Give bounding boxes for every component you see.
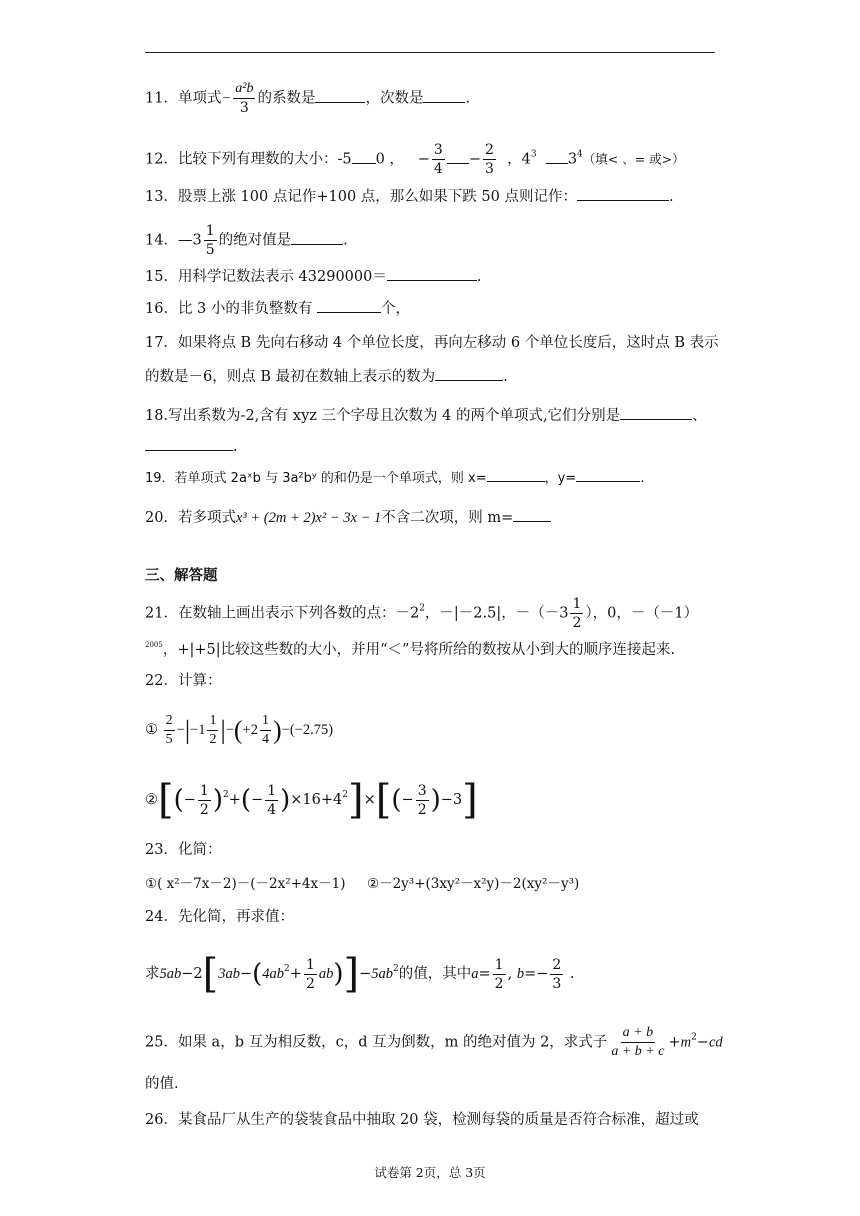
q17-end: . (503, 369, 508, 385)
question-21-line1: 21．在数轴上画出表示下列各数的点：$-2^2$，－|－2.5|，－（－3 $\frac{1}{2}$ ），0，－（－1） (145, 596, 699, 631)
q11-text-mid: 的系数是 (257, 90, 316, 107)
q20-text-a: 20．若多项式 (145, 510, 236, 526)
answer-blank[interactable] (435, 366, 503, 381)
fraction: $\frac{2}{3}$ (484, 142, 494, 177)
fraction: $\frac{3}{4}$ (433, 142, 443, 177)
question-21-line2 (145, 640, 675, 660)
q16-text: 16．比 3 小的非负整数有 (145, 301, 318, 317)
q15-text: 15．用科学记数法表示 43290000＝ (145, 269, 387, 285)
q19-text-b: ，y= (544, 471, 577, 486)
question-17-line1 (145, 333, 719, 353)
fraction: $\frac{1}{2}$ (572, 596, 582, 631)
answer-blank[interactable] (315, 88, 365, 103)
q12-text-b: 0 ， (375, 151, 404, 168)
answer-blank[interactable] (487, 467, 545, 482)
answer-blank[interactable] (352, 149, 376, 164)
q13-end: . (668, 189, 674, 205)
answer-blank[interactable] (620, 405, 692, 420)
q26-line1: 26．某食品厂从生产的袋装食品中抽取 20 袋，检测每袋的质量是否符合标准，超过或 (145, 1112, 699, 1128)
question-13 (145, 186, 674, 207)
q12-text-e: （填< 、= 或>） (582, 151, 685, 167)
q22-marker-2: ② (145, 792, 158, 808)
fraction: $\frac{a + b}{a + b + c}$ (611, 1025, 665, 1059)
answer-blank[interactable] (387, 266, 477, 281)
q21-text-a: 21．在数轴上画出表示下列各数的点：－2 (145, 605, 420, 622)
answer-blank[interactable] (577, 186, 669, 201)
q11-label: 11．单项式 (145, 90, 222, 107)
q12-text-c: ，4 (507, 151, 531, 168)
answer-blank[interactable] (317, 298, 381, 313)
q19-text-a: 19．若单项式 2aˣb 与 3a²bʸ 的和仍是一个单项式，则 x= (145, 471, 487, 486)
q25-line1: 25．如果 a，b 互为相反数，c，d 互为倒数，m 的绝对值为 2，求式子 (145, 1034, 608, 1051)
question-15 (145, 266, 481, 287)
answer-blank[interactable] (447, 149, 469, 164)
question-19 (145, 467, 644, 489)
q20-text-b: 不含二次项，则 m= (381, 510, 514, 526)
q25-line2: 的值. (145, 1076, 179, 1092)
q11-text-mid2: ，次数是 (365, 90, 424, 107)
q21-text-c: ），0，－（－1） (585, 605, 699, 622)
q19-end: . (640, 471, 645, 486)
q16-end: 个， (381, 301, 411, 317)
q18-sep: 、 (692, 408, 707, 424)
question-25-line1: 25．如果 a，b 互为相反数，c，d 互为倒数，m 的绝对值为 2，求式子 $\frac{a + b}{a + b + c}$ $+m^2-cd$ (145, 1025, 723, 1059)
question-17-line2 (145, 366, 508, 387)
section-heading: 三、解答题 (145, 568, 218, 584)
q21-exponent: 2005 (145, 641, 163, 649)
header-rule (145, 52, 715, 53)
answer-blank[interactable] (145, 436, 233, 451)
question-11: 11．单项式− $\frac{\text{a²b}}{3}$ 的系数是 ，次数是 . (145, 81, 471, 116)
polynomial-expression: x³ + (2m + 2)x² − 3x − 1 (235, 510, 382, 526)
answer-blank[interactable] (576, 467, 640, 482)
question-22-title (145, 671, 221, 691)
q22-marker-1: ① (145, 721, 162, 738)
q24-expression: 求$5ab-2[3ab-(4ab^2+$ $\frac{1}{2}$ $ab)]-5ab^2$的值，其中a= $\frac{1}{2}$ , b=− $\frac{2}{3}$ . (145, 951, 575, 997)
question-18-line1 (145, 405, 707, 426)
q15-end: . (476, 269, 482, 285)
q24-lead: 求 (145, 966, 160, 982)
question-20 (145, 507, 551, 528)
q22-expression-1: ① $\frac{2}{5}$ −|−1 $\frac{1}{2}$ |−(+2 $\frac{1}{4}$ )−(−2.75) (145, 713, 334, 747)
q17-line2: 的数是－6，则点 B 最初在数轴上表示的数为 (145, 369, 436, 385)
question-26-line1 (145, 1110, 699, 1130)
q14-text-a: 14．—3 (145, 232, 202, 249)
q23-expression-2: ②－2y³+(3xy²－x²y)－2(xy²－y³) (366, 876, 580, 892)
question-23-expressions (145, 874, 579, 894)
q22-expression-2: ②[(− $\frac{1}{2}$ )$^2$+(− $\frac{1}{4}$ )$\times 16+4^2]\times[(-$ $\frac{3}{2}$ )−3] (145, 777, 478, 823)
question-24-title (145, 907, 294, 927)
fraction: $\frac{\text{a²b}}{3}$ (235, 81, 254, 116)
q18-end: . (233, 439, 238, 455)
answer-blank[interactable] (291, 230, 343, 245)
question-12: 12．比较下列有理数的大小：-5 0 ， − $\frac{3}{4}$ − $\frac{2}{3}$ ，$4^3$ $3^4$（填< 、= 或>） (145, 142, 685, 177)
question-18-line2 (145, 436, 238, 457)
answer-blank[interactable] (513, 507, 551, 522)
q24-title: 24．先化简，再求值： (145, 909, 294, 925)
q18-line1: 18.写出系数为-2,含有 xyz 三个字母且次数为 4 的两个单项式,它们分别是 (145, 408, 621, 424)
q22-title: 22．计算： (145, 673, 222, 689)
q23-title: 23．化简： (145, 842, 222, 858)
q13-text: 13．股票上涨 100 点记作+100 点，那么如果下跌 50 点则记作： (145, 189, 577, 205)
q21-line2: ，+|+5|比较这些数的大小，并用“＜”号将所给的数按从小到大的顺序连接起来. (162, 642, 676, 658)
question-25-line2 (145, 1074, 179, 1094)
q11-end: . (465, 90, 471, 107)
page-footer: 试卷第 2页，总 3页 (374, 1165, 486, 1180)
answer-blank[interactable] (546, 149, 568, 164)
answer-blank[interactable] (423, 88, 465, 103)
q23-expression-1: ①( x²－7x－2)－(－2x²+4x－1) (145, 876, 346, 892)
question-16 (145, 298, 410, 319)
q14-end: . (343, 232, 348, 249)
question-23-title (145, 840, 221, 860)
fraction: $\frac{1}{5}$ (205, 223, 215, 258)
q14-text-b: 的绝对值是 (218, 232, 292, 249)
q12-text-a: 12．比较下列有理数的大小：-5 (145, 151, 352, 168)
question-14 (145, 224, 348, 257)
q17-line1: 17．如果将点 B 先向右移动 4 个单位长度，再向左移动 6 个单位长度后，这时点 B 表示 (145, 335, 719, 351)
q21-text-b: ，－|－2.5|，－（－3 (424, 605, 569, 622)
q24-tail: 的值，其中 (398, 966, 472, 982)
q12-text-d: 3 (567, 151, 578, 168)
